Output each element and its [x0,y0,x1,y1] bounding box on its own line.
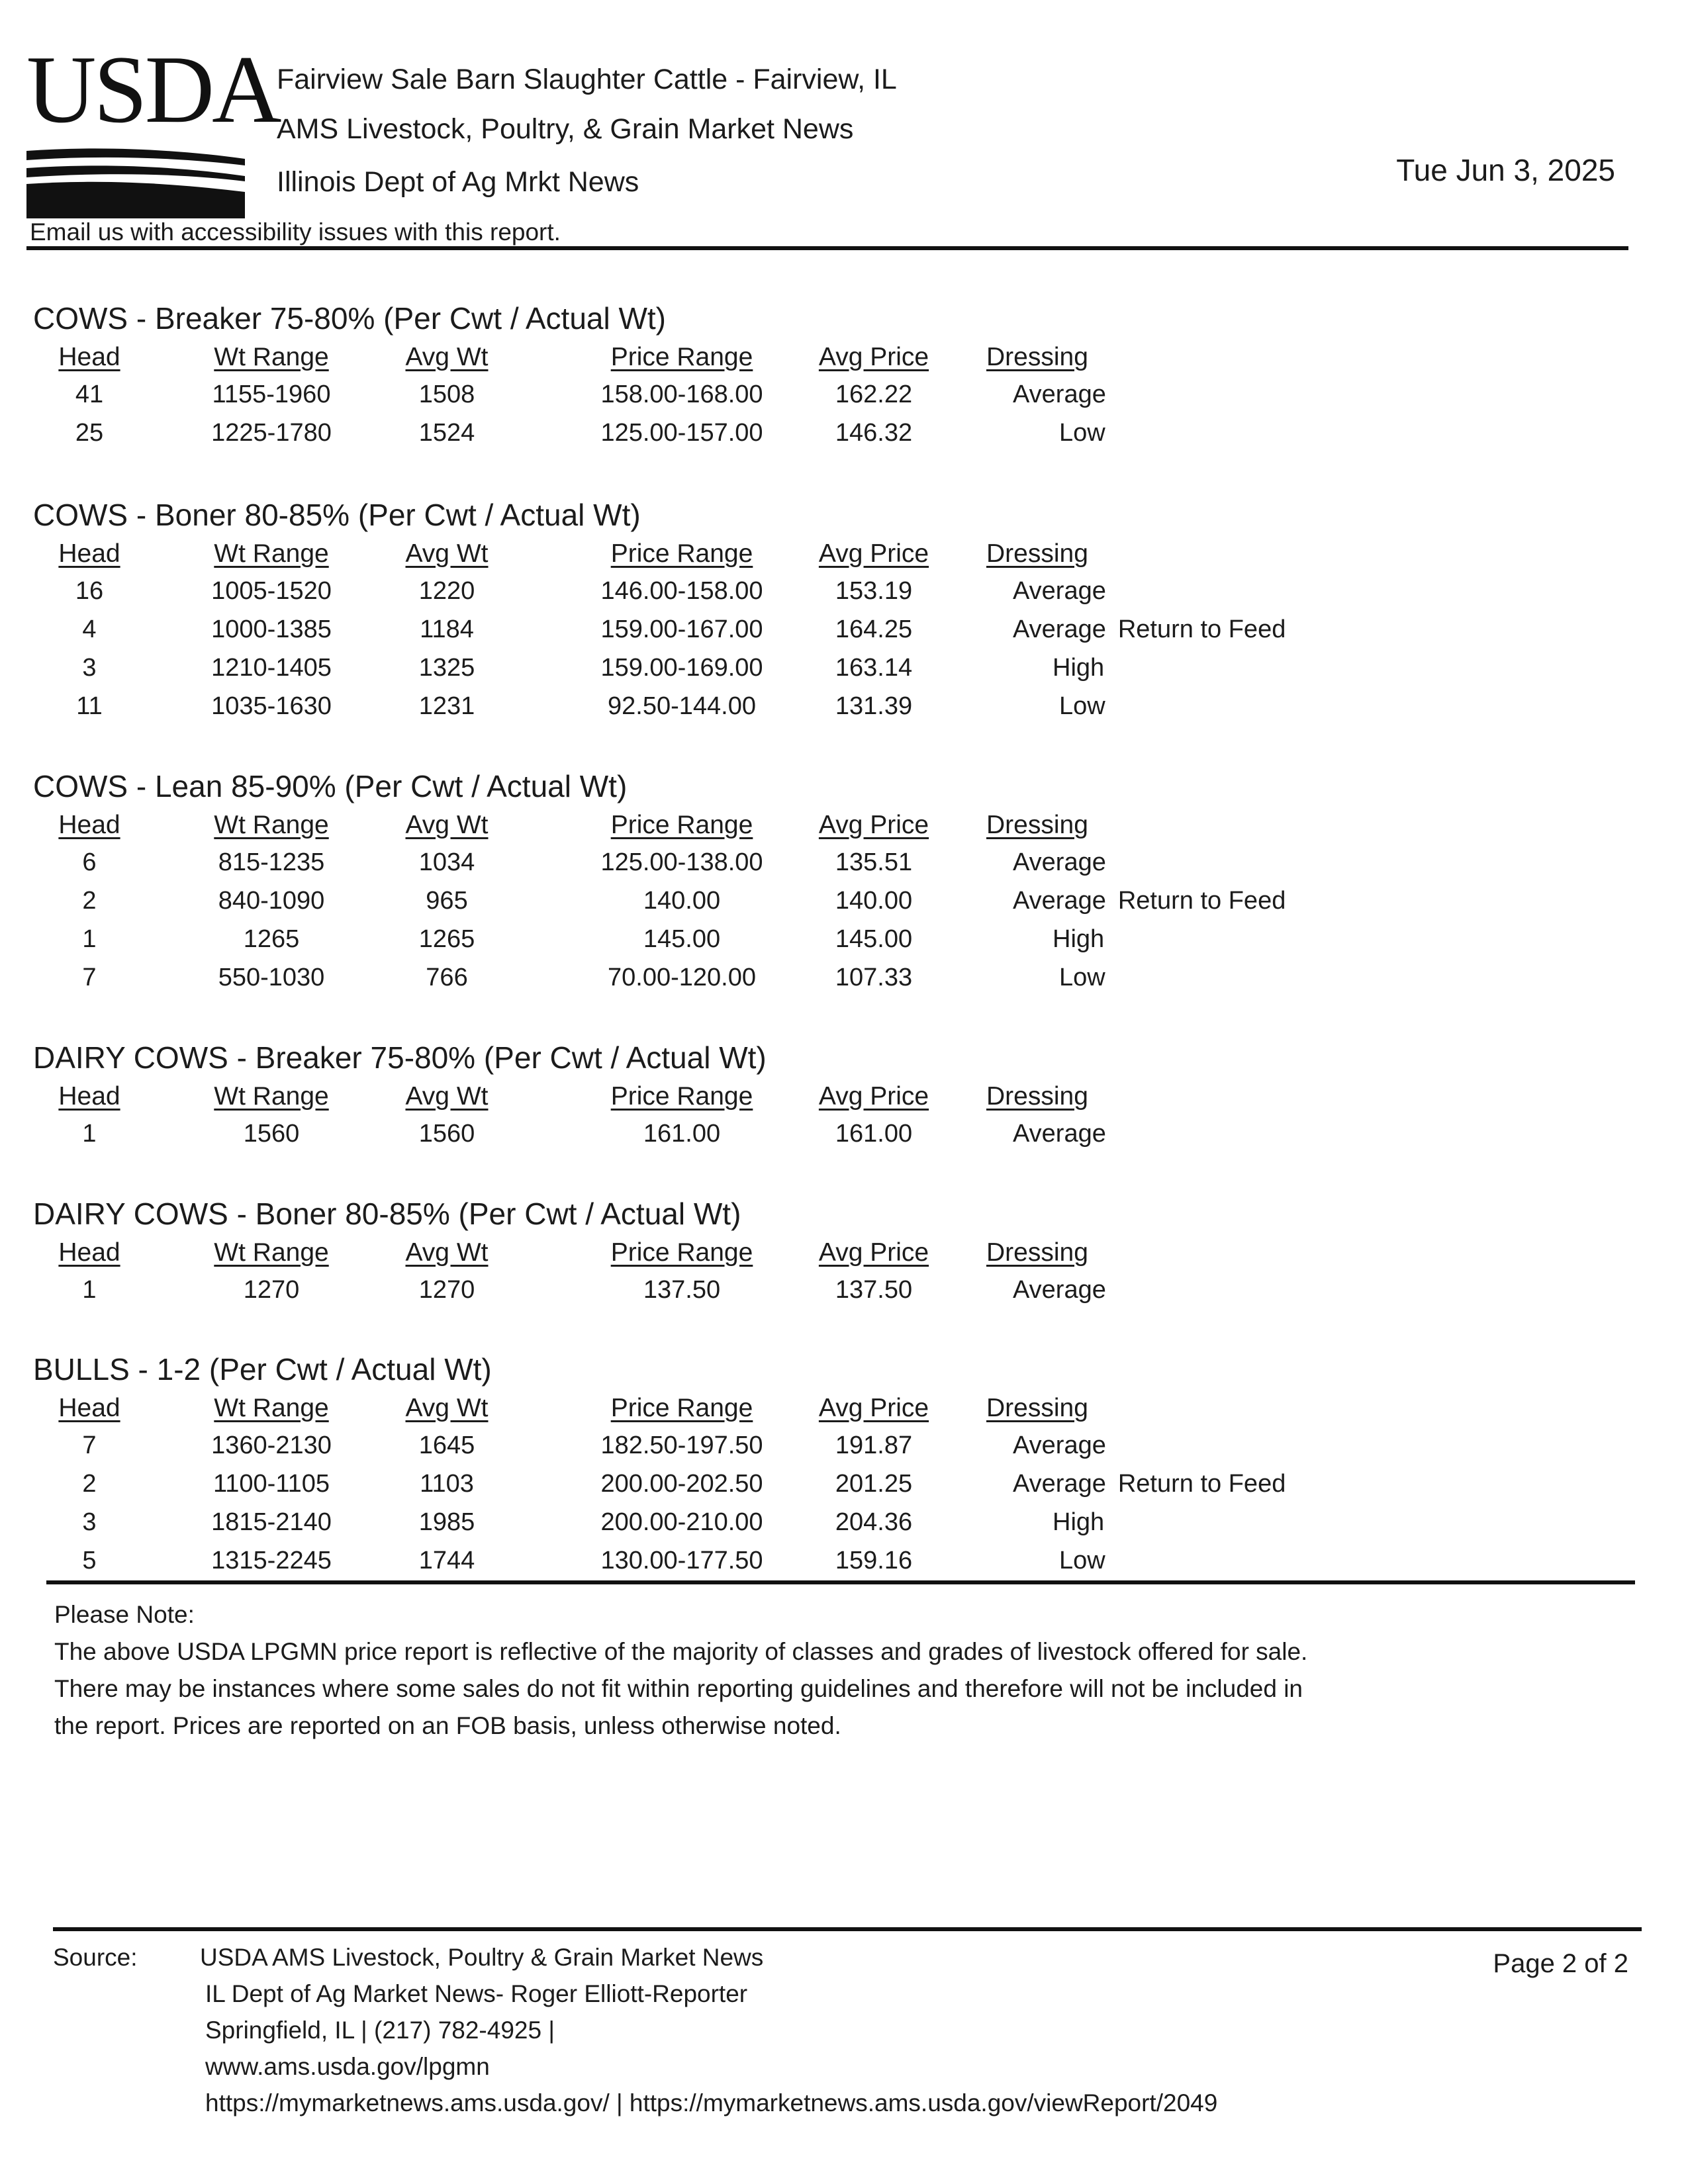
column-header-head: Head [58,1238,120,1267]
column-header-avg-wt: Avg Wt [405,811,489,839]
table-row [33,884,1423,923]
accessibility-email-link[interactable]: Email us with accessibility issues with this report. [30,218,561,246]
note-heading: Please Note: [54,1601,195,1628]
cell-avg-wt: 1744 [418,1547,475,1574]
cell-wt-range: 1815-2140 [211,1508,332,1536]
report-date: Tue Jun 3, 2025 [1396,153,1615,187]
cell-wt-range: 1035-1630 [211,692,332,720]
column-header-dressing: Dressing [986,1394,1088,1422]
column-header-price-range: Price Range [610,1238,753,1267]
cell-note: Return to Feed [1117,887,1286,915]
cell-head: 1 [82,1276,97,1304]
footer-divider [53,1927,1642,1931]
section-title: COWS - Lean 85-90% (Per Cwt / Actual Wt) [33,769,628,803]
cell-head: 6 [82,848,97,876]
cell-wt-range: 1210-1405 [211,654,332,682]
cell-dressing: Average [1013,848,1106,876]
page-number: Page 2 of 2 [1493,1949,1628,1978]
column-header-dressing: Dressing [986,1238,1088,1267]
cell-head: 7 [82,964,97,991]
cell-avg-price: 164.25 [835,615,913,643]
section-0 [33,301,1423,455]
cell-dressing: Average Return to Feed [1013,1470,1286,1498]
cell-price-range: 130.00-177.50 [600,1547,763,1574]
cell-avg-wt: 1508 [418,381,475,408]
cell-dressing: Low [1059,692,1105,720]
cell-price-range: 146.00-158.00 [600,577,763,605]
cell-wt-range: 1265 [243,925,300,953]
table-header-row [33,809,1423,846]
cell-avg-wt: 766 [426,964,468,991]
column-header-price-range: Price Range [610,1394,753,1422]
cell-head: 4 [82,615,97,643]
table-row [33,1117,1423,1156]
cell-price-range: 182.50-197.50 [600,1432,763,1459]
cell-head: 2 [82,1470,97,1498]
table-row [33,574,1423,613]
source-label: Source: [53,1944,138,1971]
column-header-dressing: Dressing [986,539,1088,568]
cell-price-range: 140.00 [643,887,721,915]
column-header-avg-price: Avg Price [818,343,929,371]
column-header-wt-range: Wt Range [214,1238,329,1267]
cell-avg-price: 146.32 [835,419,913,447]
cell-dressing: Low [1059,1547,1105,1574]
report-title: Fairview Sale Barn Slaughter Cattle - Fairview, IL [277,64,897,95]
cell-price-range: 145.00 [643,925,721,953]
source-line-3: Springfield, IL | (217) 782-4925 | [205,2017,555,2044]
cell-wt-range: 1560 [243,1120,300,1148]
table-header-row [33,1392,1423,1429]
cell-price-range: 125.00-157.00 [600,419,763,447]
table-end-divider [46,1580,1635,1584]
cell-avg-wt: 1231 [418,692,475,720]
cell-price-range: 158.00-168.00 [600,381,763,408]
section-1 [33,498,1423,728]
cell-head: 2 [82,887,97,915]
cell-price-range: 159.00-167.00 [600,615,763,643]
report-agency: AMS Livestock, Poultry, & Grain Market News [277,113,854,145]
section-title: COWS - Breaker 75-80% (Per Cwt / Actual Wt) [33,301,667,336]
cell-price-range: 159.00-169.00 [600,654,763,682]
cell-price-range: 200.00-202.50 [600,1470,763,1498]
table-header-row [33,341,1423,378]
cell-wt-range: 1100-1105 [212,1470,330,1498]
cell-head: 11 [76,692,103,720]
cell-note: Return to Feed [1117,615,1286,643]
source-line-2: IL Dept of Ag Market News- Roger Elliott-Reporter [205,1980,748,2007]
cell-avg-wt: 1184 [420,615,474,643]
section-5 [33,1352,1423,1582]
section-title: COWS - Boner 80-85% (Per Cwt / Actual Wt) [33,498,641,532]
table-row [33,1544,1423,1582]
cell-wt-range: 1315-2245 [211,1547,332,1574]
table-row [33,1273,1423,1312]
cell-avg-wt: 1560 [418,1120,475,1148]
cell-avg-wt: 965 [426,887,468,915]
cell-head: 1 [82,1120,97,1148]
table-header-row [33,1236,1423,1273]
column-header-avg-price: Avg Price [818,1082,929,1111]
cell-avg-price: 191.87 [835,1432,913,1459]
column-header-head: Head [58,539,120,568]
table-row [33,961,1423,999]
table-row [33,846,1423,884]
column-header-avg-price: Avg Price [818,811,929,839]
note-line-2: There may be instances where some sales do not fit within reporting guidelines and therefore will not be included in [54,1675,1303,1702]
column-header-dressing: Dressing [986,343,1088,371]
column-header-avg-wt: Avg Wt [405,539,489,568]
column-header-head: Head [58,343,120,371]
cell-dressing: Average [1013,1276,1106,1304]
cell-avg-price: 163.14 [835,654,913,682]
cell-avg-price: 145.00 [835,925,913,953]
section-4 [33,1197,1423,1312]
table-row [33,1429,1423,1467]
cell-head: 3 [82,1508,97,1536]
cell-price-range: 92.50-144.00 [608,692,756,720]
column-header-price-range: Price Range [610,1082,753,1111]
column-header-price-range: Price Range [610,343,753,371]
cell-price-range: 137.50 [643,1276,721,1304]
column-header-head: Head [58,811,120,839]
cell-avg-wt: 1985 [418,1508,475,1536]
column-header-dressing: Dressing [986,811,1088,839]
column-header-avg-wt: Avg Wt [405,1238,489,1267]
cell-avg-price: 161.00 [835,1120,913,1148]
cell-avg-wt: 1103 [420,1470,474,1498]
table-row [33,690,1423,728]
cell-avg-wt: 1270 [418,1276,475,1304]
report-office: Illinois Dept of Ag Mrkt News [277,166,639,198]
cell-head: 3 [82,654,97,682]
cell-avg-price: 204.36 [835,1508,913,1536]
source-link-lpgmn[interactable]: www.ams.usda.gov/lpgmn [205,2053,490,2080]
cell-avg-wt: 1034 [418,848,475,876]
column-header-avg-wt: Avg Wt [405,1082,489,1111]
column-header-price-range: Price Range [610,811,753,839]
cell-avg-wt: 1325 [418,654,475,682]
cell-head: 1 [82,925,97,953]
column-header-avg-price: Avg Price [818,539,929,568]
cell-price-range: 70.00-120.00 [608,964,756,991]
table-header-row [33,1080,1423,1117]
cell-dressing: Average Return to Feed [1013,887,1286,915]
column-header-wt-range: Wt Range [214,1394,329,1422]
section-2 [33,769,1423,999]
cell-avg-wt: 1265 [418,925,475,953]
cell-dressing: Average [1013,577,1106,605]
table-row [33,378,1423,416]
cell-dressing: Average Return to Feed [1013,615,1286,643]
column-header-avg-wt: Avg Wt [405,1394,489,1422]
cell-avg-price: 107.33 [835,964,913,991]
column-header-head: Head [58,1082,120,1111]
report-note [54,1596,1444,1745]
column-header-avg-price: Avg Price [818,1394,929,1422]
section-3 [33,1040,1423,1156]
cell-avg-wt: 1524 [418,419,475,447]
column-header-avg-price: Avg Price [818,1238,929,1267]
source-links-mymarketnews[interactable]: https://mymarketnews.ams.usda.gov/ | https://mymarketnews.ams.usda.gov/viewReport/2049 [205,2089,1218,2116]
cell-wt-range: 1225-1780 [211,419,332,447]
cell-avg-price: 137.50 [835,1276,913,1304]
source-line-1: USDA AMS Livestock, Poultry & Grain Market News [200,1944,764,1971]
note-line-1: The above USDA LPGMN price report is reflective of the majority of classes and grades of livestock offered for sale. [54,1638,1308,1665]
column-header-dressing: Dressing [986,1082,1088,1111]
cell-avg-price: 153.19 [835,577,913,605]
table-row [33,651,1423,690]
cell-dressing: High [1053,654,1105,682]
table-row [33,1506,1423,1544]
table-row [33,416,1423,455]
column-header-wt-range: Wt Range [214,811,329,839]
cell-dressing: Average [1013,381,1106,408]
cell-avg-wt: 1645 [418,1432,475,1459]
cell-head: 25 [75,419,104,447]
section-title: DAIRY COWS - Breaker 75-80% (Per Cwt / Actual Wt) [33,1040,767,1075]
column-header-price-range: Price Range [610,539,753,568]
cell-wt-range: 1360-2130 [211,1432,332,1459]
table-row [33,613,1423,651]
column-header-avg-wt: Avg Wt [405,343,489,371]
cell-avg-price: 159.16 [835,1547,913,1574]
cell-price-range: 125.00-138.00 [600,848,763,876]
table-row [33,1467,1423,1506]
table-row [33,923,1423,961]
cell-avg-price: 135.51 [835,848,913,876]
cell-dressing: High [1053,1508,1105,1536]
column-header-head: Head [58,1394,120,1422]
cell-avg-price: 131.39 [835,692,913,720]
cell-price-range: 200.00-210.00 [600,1508,763,1536]
column-header-wt-range: Wt Range [214,539,329,568]
usda-logo-mark-icon [26,146,245,218]
cell-note: Return to Feed [1117,1470,1286,1498]
cell-wt-range: 840-1090 [218,887,325,915]
cell-dressing: Average [1013,1120,1106,1148]
cell-head: 5 [82,1547,97,1574]
column-header-wt-range: Wt Range [214,1082,329,1111]
cell-wt-range: 1270 [243,1276,300,1304]
note-line-3: the report. Prices are reported on an FOB basis, unless otherwise noted. [54,1712,841,1739]
section-title: BULLS - 1-2 (Per Cwt / Actual Wt) [33,1352,492,1387]
usda-logo-text: USDA [26,36,279,143]
cell-head: 7 [82,1432,97,1459]
header-divider [26,246,1628,250]
cell-wt-range: 1000-1385 [211,615,332,643]
cell-wt-range: 1155-1960 [212,381,331,408]
cell-avg-wt: 1220 [418,577,475,605]
cell-head: 16 [75,577,104,605]
cell-wt-range: 1005-1520 [211,577,332,605]
table-header-row [33,537,1423,574]
column-header-wt-range: Wt Range [214,343,329,371]
usda-logo [26,36,279,205]
cell-avg-price: 201.25 [835,1470,913,1498]
cell-wt-range: 550-1030 [218,964,325,991]
cell-head: 41 [75,381,104,408]
cell-price-range: 161.00 [643,1120,721,1148]
section-title: DAIRY COWS - Boner 80-85% (Per Cwt / Actual Wt) [33,1197,741,1231]
cell-dressing: Low [1059,419,1105,447]
cell-avg-price: 162.22 [835,381,913,408]
cell-avg-price: 140.00 [835,887,913,915]
cell-dressing: Average [1013,1432,1106,1459]
cell-wt-range: 815-1235 [218,848,325,876]
cell-dressing: Low [1059,964,1105,991]
cell-dressing: High [1053,925,1105,953]
